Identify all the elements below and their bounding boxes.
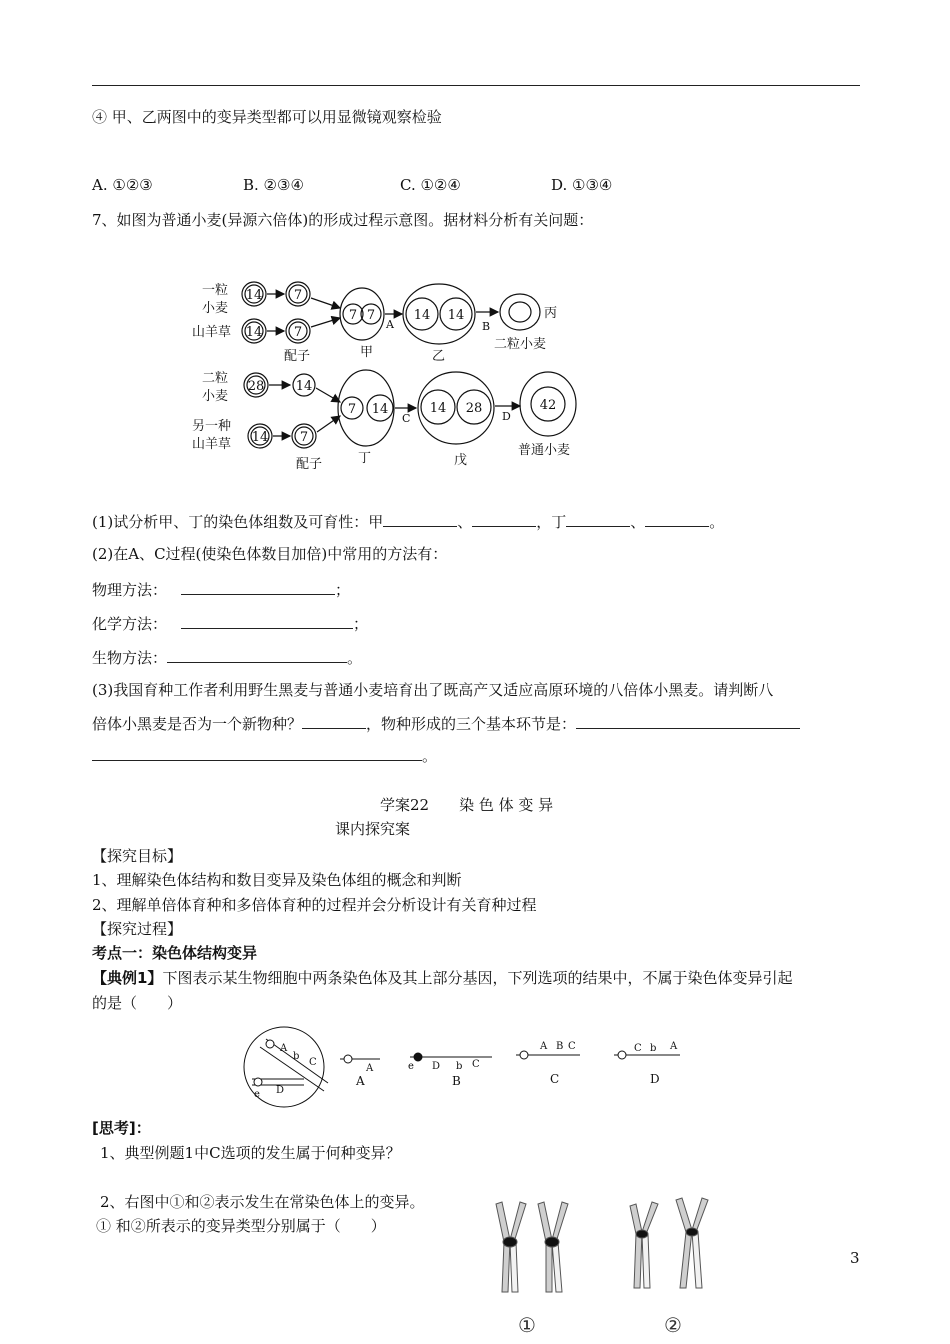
q7-sub3-line3 bbox=[92, 744, 437, 766]
label-gamete-2: 配子 bbox=[296, 457, 323, 472]
q7-sub2: (2)在A、C过程(使染色体数目加倍)中常用的方法有： bbox=[92, 545, 448, 563]
optD-gene-a: A bbox=[670, 1041, 678, 1052]
optC-gene-b: B bbox=[556, 1041, 564, 1052]
answer-blank-speciation-steps[interactable] bbox=[576, 712, 800, 729]
goal-1: 1、理解染色体结构和数目变异及染色体组的概念和判断 bbox=[92, 871, 462, 889]
n-14-d: 14 bbox=[447, 308, 465, 323]
optB-gene-b: b bbox=[456, 1061, 463, 1072]
q7-biological bbox=[92, 646, 362, 668]
n-14-g: 14 bbox=[371, 402, 389, 417]
label-emmer-src-1: 二粒 bbox=[202, 371, 229, 386]
n-14-h: 14 bbox=[429, 401, 447, 416]
step-c: C bbox=[402, 412, 411, 425]
optA-label: A bbox=[356, 1074, 365, 1088]
wheat-formation-diagram bbox=[180, 270, 600, 480]
label-emmer: 二粒小麦 bbox=[494, 337, 547, 352]
optB-label: B bbox=[452, 1074, 461, 1088]
label-gamete-1: 配子 bbox=[284, 349, 311, 364]
answer-blank-ding-fertility[interactable] bbox=[645, 510, 709, 527]
chromosome-pairs-figure bbox=[480, 1192, 730, 1340]
optC-gene-a: A bbox=[540, 1041, 548, 1052]
biological-label: 生物方法： bbox=[92, 649, 168, 667]
optC-label: C bbox=[550, 1072, 560, 1086]
n-7-d: 7 bbox=[366, 308, 376, 323]
answer-blank-speciation-steps-cont[interactable] bbox=[92, 744, 422, 761]
answer-blank-biological[interactable] bbox=[167, 646, 347, 663]
sub3-line2b: ，物种形成的三个基本环节是： bbox=[366, 715, 577, 733]
example-1-text: 下图表示某生物细胞中两条染色体及其上部分基因，下列选项的结果中，不属于染色体变异引起 bbox=[162, 969, 793, 987]
sep1: 、 bbox=[457, 513, 473, 531]
label-wu: 戊 bbox=[454, 453, 468, 468]
q7-stem: 7、如图为普通小麦(异源六倍体)的形成过程示意图。据材料分析有关问题： bbox=[92, 211, 594, 229]
header-rule bbox=[92, 85, 860, 86]
label-einkorn-1: 一粒 bbox=[202, 283, 229, 298]
q7-sub3-line1: (3)我国育种工作者利用野生黑麦与普通小麦培育出了既高产又适应高原环境的八倍体小黑麦。请判断八 bbox=[92, 681, 774, 699]
answer-blank-ding-sets[interactable] bbox=[566, 510, 630, 527]
n-7-b: 7 bbox=[293, 325, 303, 340]
q7-sub1 bbox=[92, 510, 724, 532]
q7-physical bbox=[92, 578, 350, 600]
physical-label: 物理方法： bbox=[92, 581, 168, 599]
answer-blank-new-species[interactable] bbox=[302, 712, 366, 729]
semi2: ； bbox=[353, 615, 369, 633]
n-7-e: 7 bbox=[299, 430, 309, 445]
label-einkorn-2: 小麦 bbox=[202, 301, 229, 316]
cell-gene-a: A bbox=[280, 1043, 288, 1054]
sep2: ，丁 bbox=[536, 513, 567, 531]
q7-sub1-text: (1)试分析甲、丁的染色体组数及可育性：甲 bbox=[92, 513, 384, 531]
think-2: 2、右图中①和②表示发生在常染色体上的变异。 bbox=[100, 1193, 425, 1211]
step-b: B bbox=[482, 320, 491, 333]
cell-gene-e: e bbox=[254, 1089, 260, 1100]
q6-option-c: C. ①②④ bbox=[400, 176, 461, 194]
example-1-line1 bbox=[92, 968, 792, 988]
label-bing: 丙 bbox=[544, 306, 558, 321]
optD-gene-b: b bbox=[650, 1043, 657, 1054]
q6-option-d: D. ①③④ bbox=[551, 176, 613, 194]
q6-option-a: A. ①②③ bbox=[92, 176, 153, 194]
think-heading: [思考]： bbox=[92, 1119, 151, 1137]
think-1: 1、典型例题1中C选项的发生属于何种变异？ bbox=[100, 1144, 401, 1162]
n-28-b: 28 bbox=[465, 401, 483, 416]
n-42: 42 bbox=[539, 398, 557, 413]
optB-gene-e: e bbox=[408, 1061, 414, 1072]
cell-gene-d: D bbox=[276, 1085, 285, 1096]
goal-heading: 【探究目标】 bbox=[92, 847, 183, 865]
n-28-a: 28 bbox=[247, 379, 265, 394]
label-goatgrass: 山羊草 bbox=[192, 325, 232, 340]
optA-gene: A bbox=[366, 1063, 374, 1074]
sub3-line2a: 倍体小黑麦是否为一个新物种？ bbox=[92, 715, 303, 733]
end: 。 bbox=[709, 513, 725, 531]
q7-sub3-line2 bbox=[92, 712, 800, 734]
example-1-line2: 的是（ ） bbox=[92, 994, 183, 1012]
page-number: 3 bbox=[850, 1249, 860, 1267]
q6-item4: ④ 甲、乙两图中的变异类型都可以用显微镜观察检验 bbox=[92, 108, 442, 126]
label-yi: 乙 bbox=[432, 349, 446, 364]
label-other-goatgrass-2: 山羊草 bbox=[192, 437, 232, 452]
cell-gene-c: C bbox=[309, 1057, 317, 1068]
answer-blank-physical[interactable] bbox=[181, 578, 335, 595]
chromosome-variation-figure bbox=[240, 1025, 700, 1110]
label-emmer-src-2: 小麦 bbox=[202, 389, 229, 404]
n-14-b: 14 bbox=[245, 325, 263, 340]
n-14-e: 14 bbox=[295, 379, 313, 394]
optB-gene-d: D bbox=[432, 1061, 441, 1072]
n-7-c: 7 bbox=[348, 308, 358, 323]
n-7-f: 7 bbox=[347, 402, 357, 417]
answer-blank-jia-sets[interactable] bbox=[383, 510, 457, 527]
period1: 。 bbox=[347, 649, 363, 667]
n-14-c: 14 bbox=[413, 308, 431, 323]
label-ding: 丁 bbox=[358, 451, 372, 466]
chemical-label: 化学方法： bbox=[92, 615, 168, 633]
example-1-label: 【典例1】 bbox=[92, 969, 163, 987]
section-subtitle: 课内探究案 bbox=[335, 820, 411, 838]
step-d: D bbox=[502, 410, 511, 423]
q6-option-b: B. ②③④ bbox=[243, 176, 304, 194]
optC-gene-c: C bbox=[568, 1041, 576, 1052]
semi1: ； bbox=[335, 581, 351, 599]
point-1-heading: 考点一：染色体结构变异 bbox=[92, 944, 258, 962]
n-7-a: 7 bbox=[293, 288, 303, 303]
process-heading: 【探究过程】 bbox=[92, 920, 183, 938]
optB-gene-c: C bbox=[472, 1059, 480, 1070]
step-a: A bbox=[386, 318, 394, 331]
cell-gene-b: b bbox=[293, 1051, 300, 1062]
section-title: 学案22 染 色 体 变 异 bbox=[380, 796, 554, 814]
answer-blank-chemical[interactable] bbox=[181, 612, 353, 629]
think-2b: ① 和②所表示的变异类型分别属于（ ） bbox=[96, 1217, 386, 1235]
goal-2: 2、理解单倍体育种和多倍体育种的过程并会分析设计有关育种过程 bbox=[92, 896, 537, 914]
q7-chemical bbox=[92, 612, 368, 634]
period2: 。 bbox=[422, 747, 438, 765]
fig2-label-2: ② bbox=[664, 1313, 682, 1337]
n-14-a: 14 bbox=[245, 288, 263, 303]
fig2-label-1: ① bbox=[518, 1313, 536, 1337]
answer-blank-jia-fertility[interactable] bbox=[472, 510, 536, 527]
n-14-f: 14 bbox=[251, 430, 269, 445]
label-other-goatgrass-1: 另一种 bbox=[192, 419, 232, 434]
optD-label: D bbox=[650, 1072, 660, 1086]
sep3: 、 bbox=[630, 513, 646, 531]
label-jia: 甲 bbox=[360, 345, 374, 360]
optD-gene-c: C bbox=[634, 1043, 642, 1054]
label-common-wheat: 普通小麦 bbox=[518, 443, 571, 458]
